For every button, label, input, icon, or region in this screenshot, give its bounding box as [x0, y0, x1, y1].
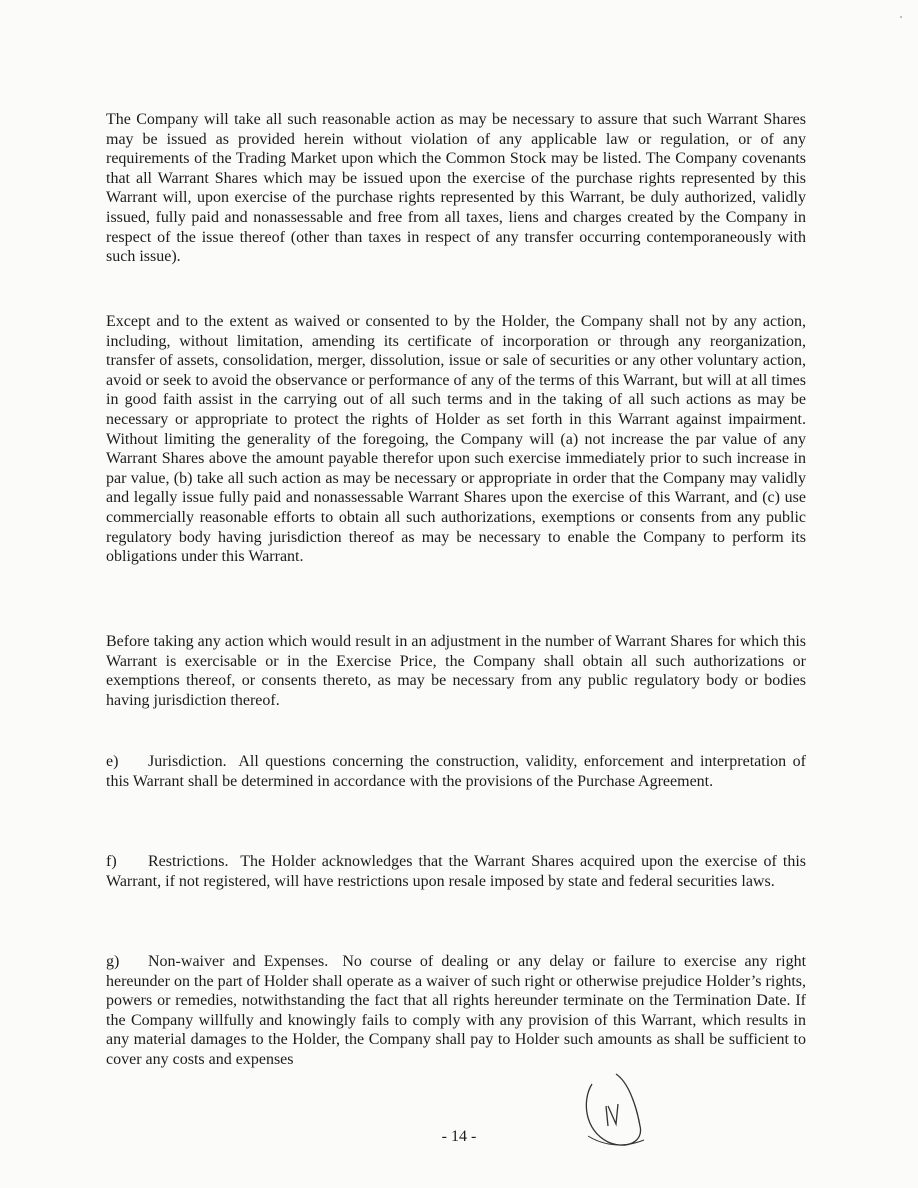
section-text: The Holder acknowledges that the Warrant Shares acquired upon the exercise of this Warrant, if not registered, will have restrictions upon resale imposed by state and federal securities laws.: [106, 853, 806, 890]
paragraph-warrant-shares-issuance: The Company will take all such reasonable action as may be necessary to assure that such Warrant Shares may be issued as provided herein without violation of any applicable law or regulation, or of any requirements of the Trading Market upon which the Common Stock may be listed. The Company covenants that all Warrant Shares which may be issued upon the exercise of the purchase rights represented by this Warrant will, upon exercise of the purchase rights represented by this Warrant, be duly authorized, validly issued, fully paid and nonassessable and free from all taxes, liens and charges created by the Company in respect of the issue thereof (other than taxes in respect of any transfer occurring contemporaneously with such issue).: [106, 111, 806, 266]
paragraph-regulatory-authorizations: Before taking any action which would result in an adjustment in the number of Warrant Shares for which this Warrant is exercisable or in the Exercise Price, the Company shall obtain all such authorizations or exemptions thereof, or consents thereto, as may be necessary from any public regulatory body or bodies having jurisdiction thereof.: [106, 633, 806, 709]
scan-speck: [898, 14, 904, 20]
section-label: f): [106, 853, 117, 870]
section-jurisdiction: [106, 752, 806, 791]
page-number: - 14 -: [441, 1128, 477, 1145]
section-non-waiver-and-expenses: [106, 952, 806, 1070]
section-label: e): [106, 753, 119, 770]
section-title: Non-waiver and Expenses.: [148, 953, 329, 970]
section-title: Restrictions.: [148, 853, 229, 870]
section-label: g): [106, 953, 120, 970]
section-title: Jurisdiction.: [148, 753, 227, 770]
section-text: No course of dealing or any delay or failure to exercise any right hereunder on the part of Holder shall operate as a waiver of such right or otherwise prejudice Holder’s rights, powers or remedies, notwithstanding the fact that all rights hereunder terminate on the Termination Date. If the Company willfully and knowingly fails to comply with any provision of this Warrant, which results in any material damages to the Holder, the Company shall pay to Holder such amounts as shall be sufficient to cover any costs and expenses: [106, 953, 807, 1068]
paragraph-no-impairment: Except and to the extent as waived or consented to by the Holder, the Company shall not by any action, including, without limitation, amending its certificate of incorporation or through any reorganization, transfer of assets, consolidation, merger, dissolution, issue or sale of securities or any other voluntary action, avoid or seek to avoid the observance or performance of any of the terms of this Warrant, but will at all times in good faith assist in the carrying out of all such terms and in the taking of all such actions as may be necessary or appropriate to protect the rights of Holder as set forth in this Warrant against impairment. Without limiting the generality of the foregoing, the Company will (a) not increase the par value of any Warrant Shares above the amount payable therefor upon such exercise immediately prior to such increase in par value, (b) take all such action as may be necessary or appropriate in order that the Company may validly and legally issue fully paid and nonassessable Warrant Shares upon the exercise of this Warrant, and (c) use commercially reasonable efforts to obtain all such authorizations, exemptions or consents from any public regulatory body having jurisdiction thereof as may be necessary to enable the Company to perform its obligations under this Warrant.: [106, 313, 806, 566]
section-restrictions: [106, 852, 806, 891]
section-text: All questions concerning the construction, validity, enforcement and interpretation of this Warrant shall be determined in accordance with the provisions of the Purchase Agreement.: [106, 753, 806, 790]
